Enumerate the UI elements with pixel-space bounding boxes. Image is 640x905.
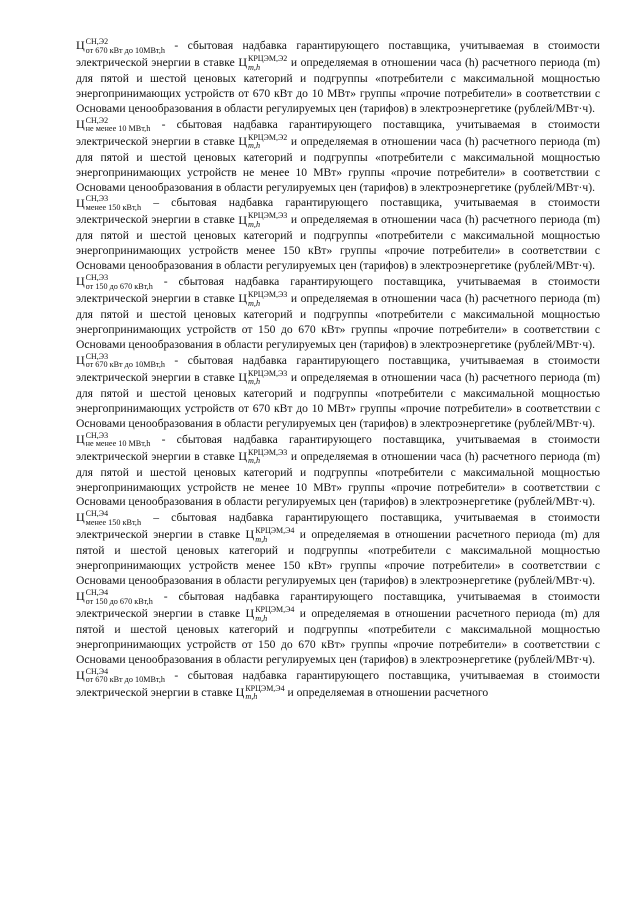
- paragraph-3: [76, 195, 600, 274]
- paragraph-text: и определяемая в отношении часа (h) расчетного периода (m) для пятой и шестой ценовых категорий и подгруппы «потребители с максимальной мощностью энергопринимающих устройств от 150 до 670 кВт» группы «прочие потребители» в соответствии с Основами ценообразования в области регулируемых цен (тарифов) в электроэнергетике (рублей/МВт·ч).: [76, 292, 600, 351]
- rate-symbol: Ц КРЦЭМ,Э2 m,h: [238, 132, 288, 151]
- paragraph-8: [76, 589, 600, 668]
- tariff-symbol: Ц СН,Э3 от 670 кВт до 10МВт,h: [76, 351, 166, 370]
- paragraph-text: – сбытовая надбавка гарантирующего поставщика, учитываемая в стоимости электрической энергии в ставке: [76, 511, 600, 542]
- tariff-symbol: Ц СН,Э2 от 670 кВт до 10МВт,h: [76, 37, 166, 55]
- rate-symbol: Ц КРЦЭМ,Э4 m,h: [235, 683, 285, 702]
- paragraph-9: [76, 668, 600, 702]
- paragraph-6: [76, 432, 600, 511]
- tariff-symbol: Ц СН,Э4 от 670 кВт до 10МВт,h: [76, 666, 166, 685]
- rate-symbol: Ц КРЦЭМ,Э3 m,h: [238, 447, 288, 466]
- paragraph-5: [76, 353, 600, 432]
- paragraph-7: [76, 510, 600, 589]
- paragraph-text: и определяемая в отношении часа (h) расчетного периода (m) для пятой и шестой ценовых категорий и подгруппы «потребители с максимальной мощностью энергопринимающих устройств от 670 кВт до 10 МВт» группы «прочие потребители» в соответствии с Основами ценообразования в области регулируемых цен (тарифов) в электроэнергетике (рублей/МВт·ч).: [76, 371, 600, 430]
- paragraph-text: и определяемая в отношении расчетного: [284, 685, 489, 699]
- paragraph-text: – сбытовая надбавка гарантирующего поставщика, учитываемая в стоимости электрической энергии в ставке: [76, 196, 600, 227]
- rate-symbol: Ц КРЦЭМ,Э3 m,h: [238, 211, 288, 229]
- tariff-symbol: Ц СН,Э2 не менее 10 МВт,h: [76, 115, 151, 134]
- paragraph-1: [76, 38, 600, 117]
- paragraph-4: [76, 274, 600, 353]
- paragraph-text: - сбытовая надбавка гарантирующего поставщика, учитываемая в стоимости электрической энергии в ставке: [76, 354, 600, 385]
- paragraph-text: и определяемая в отношении часа (h) расчетного периода (m) для пятой и шестой ценовых категорий и подгруппы «потребители с максимальной мощностью энергопринимающих устройств не менее 10 МВт» группы «прочие потребители» в соответствии с Основами ценообразования в области регулируемых цен (тарифов) в электроэнергетике (рублей/МВт·ч).: [76, 449, 600, 509]
- paragraph-text: - сбытовая надбавка гарантирующего поставщика, учитываемая в стоимости электрической энергии в ставке: [76, 668, 600, 699]
- rate-symbol: Ц КРЦЭМ,Э4 m,h: [245, 526, 295, 544]
- paragraph-text: - сбытовая надбавка гарантирующего поставщика, учитываемая в стоимости электрической энергии в ставке: [76, 432, 600, 463]
- rate-symbol: Ц КРЦЭМ,Э3 m,h: [238, 368, 288, 387]
- paragraph-text: - сбытовая надбавка гарантирующего поставщика, учитываемая в стоимости электрической энергии в ставке: [76, 590, 600, 621]
- rate-symbol: Ц КРЦЭМ,Э3 m,h: [238, 290, 288, 308]
- paragraph-text: и определяемая в отношении часа (h) расчетного периода (m) для пятой и шестой ценовых категорий и подгруппы «потребители с максимальной мощностью энергопринимающих устройств от 670 кВт до 10 МВт» группы «прочие потребители» в соответствии с Основами ценообразования в области регулируемых цен (тарифов) в электроэнергетике (рублей/МВт·ч).: [76, 56, 600, 115]
- paragraph-text: - сбытовая надбавка гарантирующего поставщика, учитываемая в стоимости электрической энергии в ставке: [76, 117, 600, 148]
- tariff-symbol: Ц СН,Э4 от 150 до 670 кВт,h: [76, 588, 153, 606]
- tariff-symbol: Ц СН,Э3 менее 150 кВт,h: [76, 194, 142, 212]
- paragraph-text: и определяемая в отношении часа (h) расчетного периода (m) для пятой и шестой ценовых категорий и подгруппы «потребители с максимальной мощностью энергопринимающих устройств менее 150 кВт» группы «прочие потребители» в соответствии с Основами ценообразования в области регулируемых цен (тарифов) в электроэнергетике (рублей/МВт·ч).: [76, 213, 600, 273]
- paragraph-text: - сбытовая надбавка гарантирующего поставщика, учитываемая в стоимости электрической энергии в ставке: [76, 39, 600, 70]
- rate-symbol: Ц КРЦЭМ,Э2 m,h: [238, 54, 288, 72]
- paragraph-text: и определяемая в отношении расчетного периода (m) для пятой и шестой ценовых категорий и подгруппы «потребители с максимальной мощностью энергопринимающих устройств менее 150 кВт» группы «прочие потребители» в соответствии с Основами ценообразования в области регулируемых цен (тарифов) в электроэнергетике (рублей/МВт·ч).: [76, 528, 600, 588]
- tariff-symbol: Ц СН,Э3 не менее 10 МВт,h: [76, 430, 151, 449]
- tariff-symbol: Ц СН,Э4 менее 150 кВт,h: [76, 509, 142, 527]
- tariff-symbol: Ц СН,Э3 от 150 до 670 кВт,h: [76, 273, 153, 291]
- rate-symbol: Ц КРЦЭМ,Э4 m,h: [245, 605, 295, 623]
- paragraph-2: [76, 117, 600, 196]
- paragraph-text: - сбытовая надбавка гарантирующего поставщика, учитываемая в стоимости электрической энергии в ставке: [76, 275, 600, 306]
- paragraph-text: и определяемая в отношении расчетного периода (m) для пятой и шестой ценовых категорий и подгруппы «потребители с максимальной мощностью энергопринимающих устройств от 150 до 670 кВт» группы «прочие потребители» в соответствии с Основами ценообразования в области регулируемых цен (тарифов) в электроэнергетике (рублей/МВт·ч).: [76, 607, 600, 666]
- paragraph-text: и определяемая в отношении часа (h) расчетного периода (m) для пятой и шестой ценовых категорий и подгруппы «потребители с максимальной мощностью энергопринимающих устройств не менее 10 МВт» группы «прочие потребители» в соответствии с Основами ценообразования в области регулируемых цен (тарифов) в электроэнергетике (рублей/МВт·ч).: [76, 134, 600, 194]
